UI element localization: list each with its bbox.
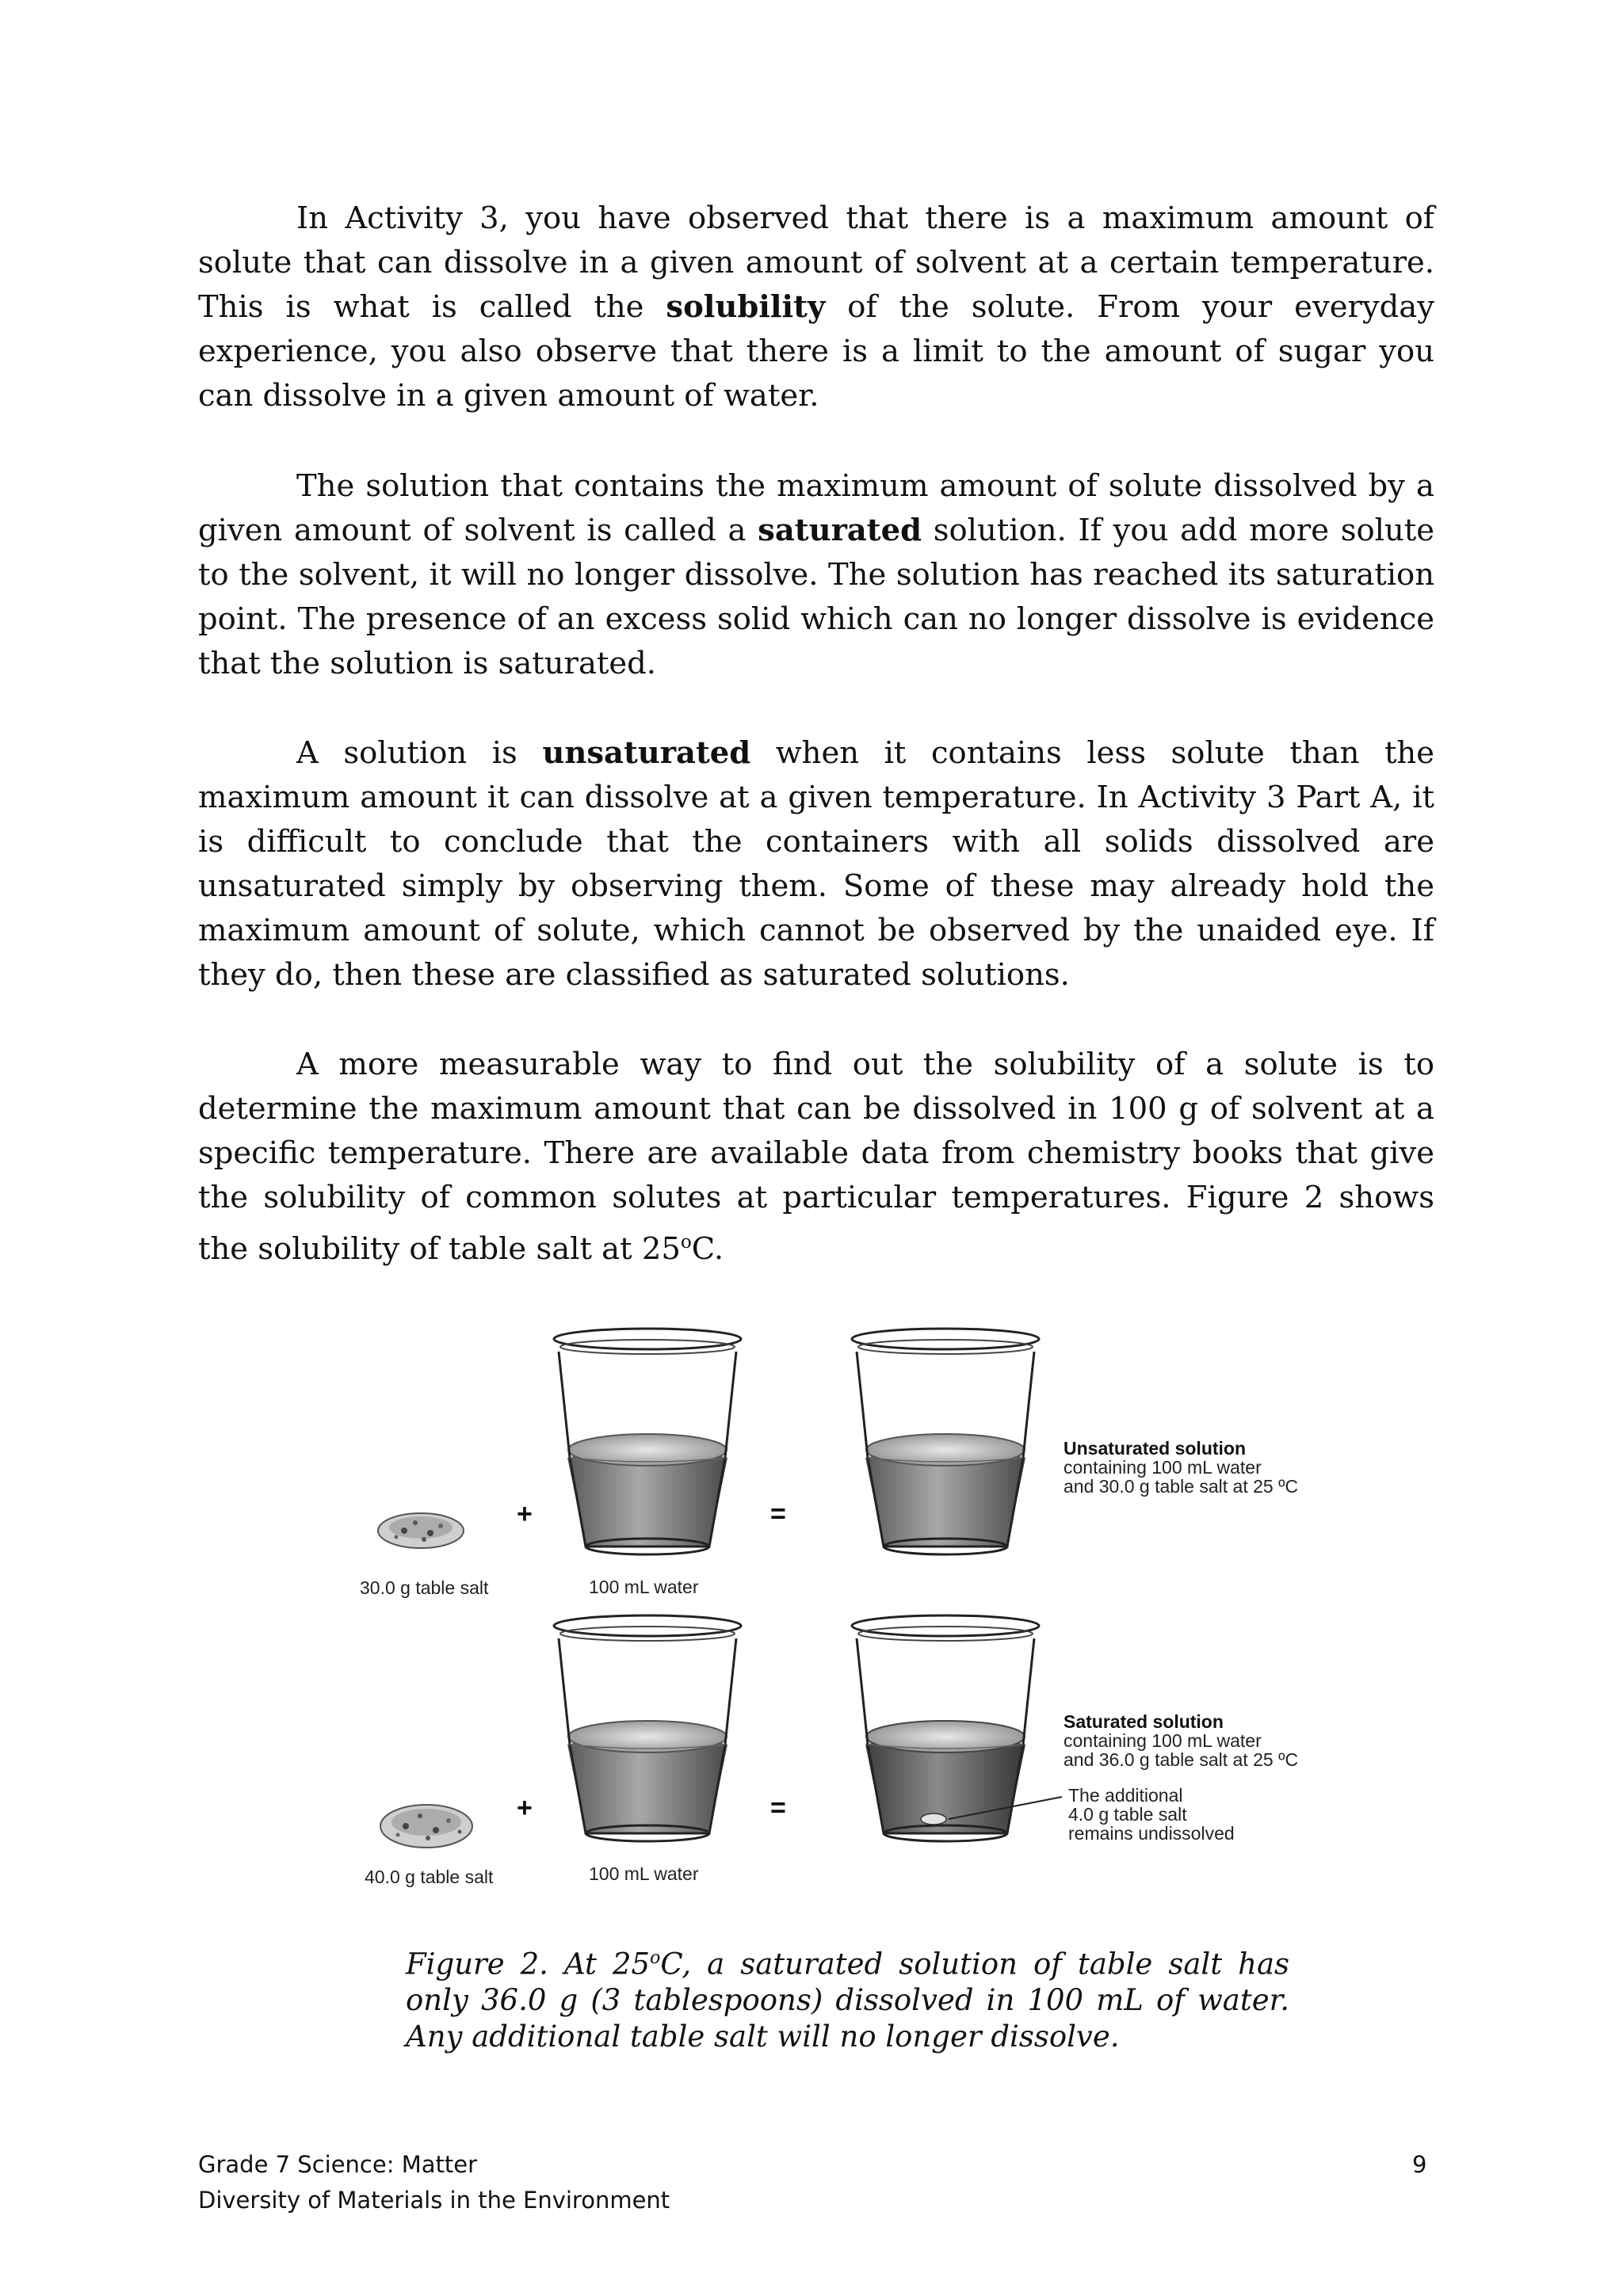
equals-sign-row2: = bbox=[770, 1793, 786, 1823]
cup-unsaturated-solution bbox=[852, 1329, 1039, 1554]
term-unsaturated: unsaturated bbox=[542, 735, 751, 771]
cup-water-row1 bbox=[554, 1329, 741, 1554]
salt-label-row1: 30.0 g table salt bbox=[360, 1577, 489, 1598]
saturated-solution-title: Saturated solution bbox=[1064, 1711, 1224, 1732]
paragraph-text: In Activity 3, you have observed that there is a maximum amount of solute that can dissolve in a given amount of solvent at a certain temperature. This is what is called the bbox=[198, 200, 1434, 325]
paragraph-text: A solution is bbox=[296, 735, 543, 771]
paragraph-measuring-solubility bbox=[198, 1043, 1434, 1272]
paragraph-solubility bbox=[198, 196, 1434, 418]
paragraph-text: C. bbox=[691, 1230, 724, 1267]
caption-text: C, a saturated solution of table salt has only 36.0 g (3 tablespoons) dissolved in 100 mL of water. Any additional table salt will no longer dissolve. bbox=[406, 1947, 1289, 2054]
water-label-row2: 100 mL water bbox=[589, 1863, 699, 1884]
paragraph-saturated bbox=[198, 464, 1434, 686]
paragraph-text: A more measurable way to find out the solubility of a solute is to determine the maximum amount that can be dissolved in 100 g of solvent at a specific temperature. There are available data from chemistry books that give the solubility of common solutes at particular temperatures. Figure 2 shows the solubility of table salt at 25 bbox=[198, 1047, 1434, 1267]
undissolved-note-line1: The additional bbox=[1068, 1785, 1183, 1806]
equals-sign-row1: = bbox=[770, 1499, 786, 1529]
paragraph-unsaturated bbox=[198, 731, 1434, 997]
figure-caption bbox=[406, 1939, 1289, 2055]
caption-degree-superscript: o bbox=[650, 1947, 661, 1968]
undissolved-salt bbox=[921, 1814, 946, 1825]
saturated-solution-line1: containing 100 mL water bbox=[1064, 1730, 1262, 1751]
figure-solubility-diagram bbox=[349, 1315, 1379, 1917]
paragraph-text: solution. If you add more solute to the solvent, it will no longer dissolve. The solution has reached its saturation point. The presence of an excess solid which can no longer dissolve is evidence that the solution is saturated. bbox=[198, 513, 1435, 681]
plus-sign-row1: + bbox=[517, 1499, 533, 1529]
unsaturated-solution-title: Unsaturated solution bbox=[1064, 1438, 1247, 1459]
unsaturated-solution-line1: containing 100 mL water bbox=[1064, 1457, 1262, 1478]
undissolved-note-line2: 4.0 g table salt bbox=[1068, 1804, 1187, 1825]
term-solubility: solubility bbox=[666, 289, 826, 325]
caption-text: Figure 2. At 25 bbox=[406, 1947, 651, 1981]
page-number: 9 bbox=[1412, 2151, 1427, 2178]
degree-superscript: o bbox=[680, 1232, 692, 1253]
unsaturated-solution-line2: and 30.0 g table salt at 25 ºC bbox=[1064, 1476, 1299, 1497]
salt-pile-30g bbox=[378, 1513, 464, 1548]
footer-unit-title: Diversity of Materials in the Environment bbox=[198, 2187, 670, 2214]
term-saturated: saturated bbox=[758, 513, 922, 548]
undissolved-note-line3: remains undissolved bbox=[1068, 1823, 1235, 1844]
plus-sign-row2: + bbox=[517, 1793, 533, 1823]
footer-course-title: Grade 7 Science: Matter bbox=[198, 2151, 478, 2178]
water-label-row1: 100 mL water bbox=[589, 1577, 699, 1597]
salt-pile-40g bbox=[380, 1805, 472, 1848]
salt-label-row2: 40.0 g table salt bbox=[365, 1867, 494, 1887]
paragraph-text: The solution that contains the maximum amount of solute dissolved by a given amount of solvent is called a bbox=[198, 468, 1434, 548]
paragraph-text: of the solute. From your everyday experience, you also observe that there is a limit to the amount of sugar you can dissolve in a given amount of water. bbox=[198, 289, 1434, 414]
cup-water-row2 bbox=[554, 1615, 741, 1841]
paragraph-text: when it contains less solute than the maximum amount it can dissolve at a given temperature. In Activity 3 Part A, it is difficult to conclude that the containers with all solids dissolved are unsaturated simply by observing them. Some of these may already hold the maximum amount of solute, which cannot be observed by the unaided eye. If they do, then these are classified as saturated solutions. bbox=[198, 735, 1434, 993]
saturated-solution-line2: and 36.0 g table salt at 25 ºC bbox=[1064, 1749, 1299, 1770]
